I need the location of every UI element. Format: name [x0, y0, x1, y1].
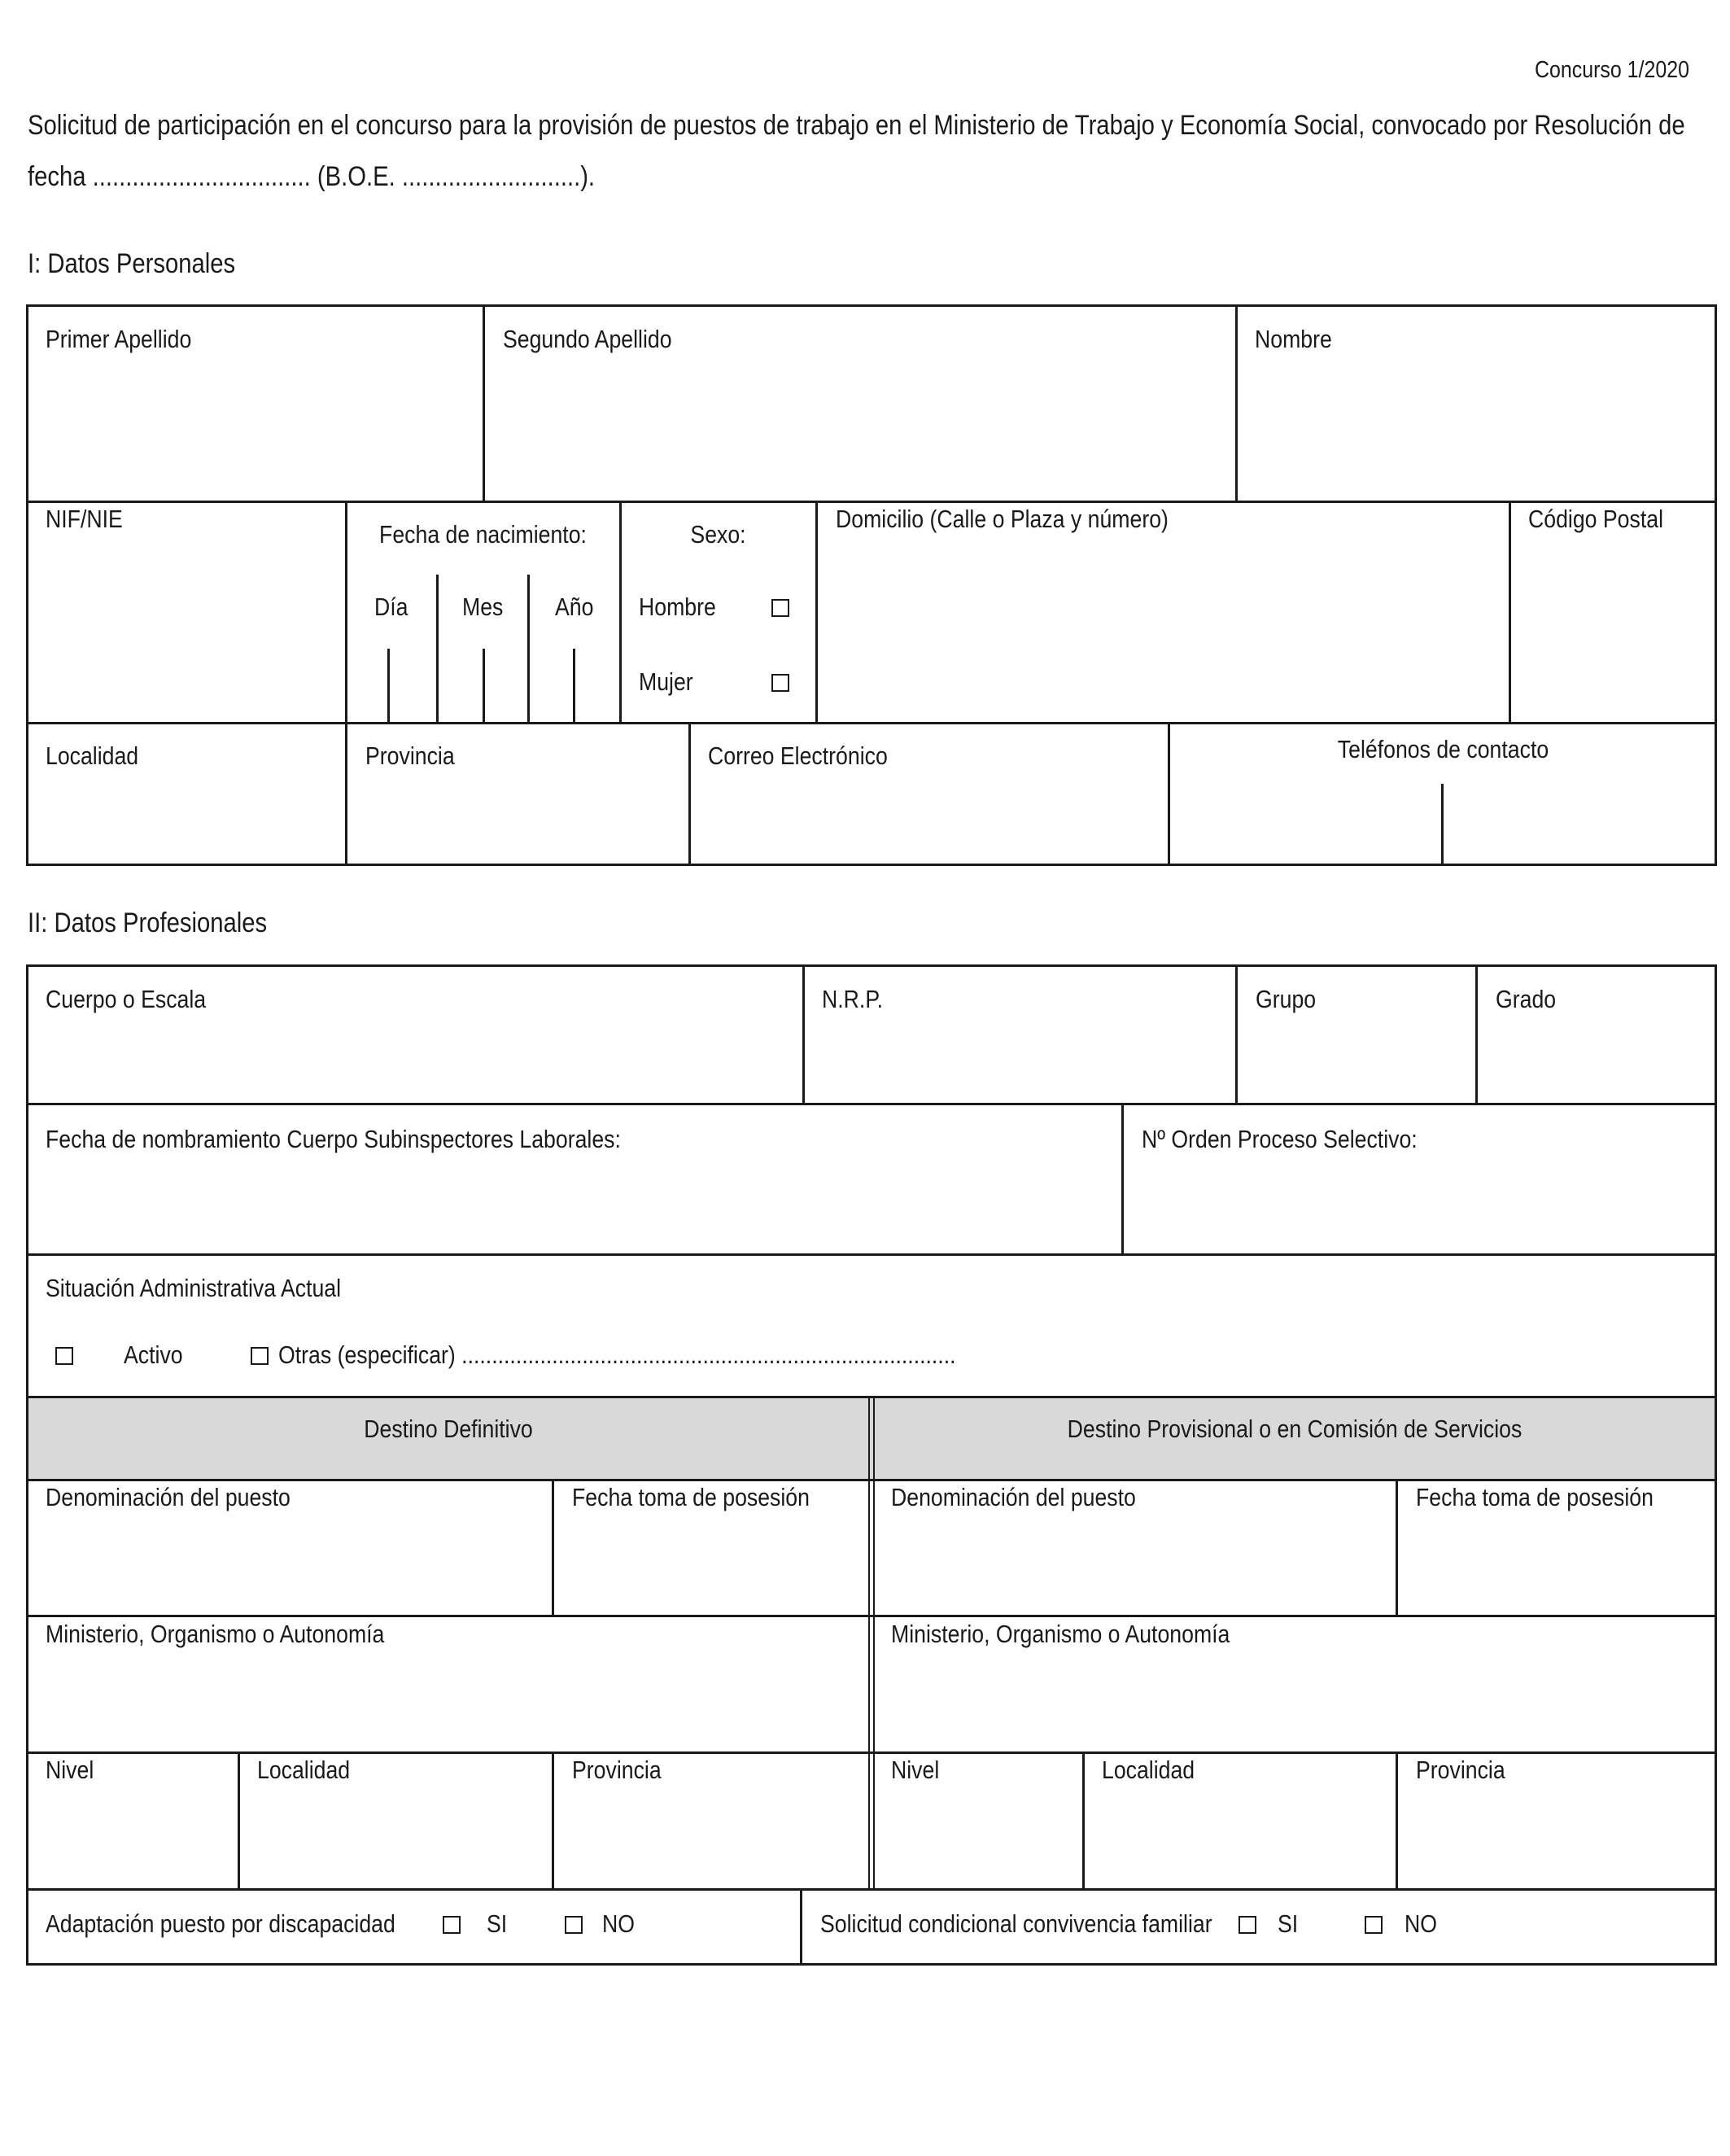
- col-divider: [1235, 964, 1238, 1104]
- prov-denominacion-field[interactable]: Denominación del puesto: [891, 1483, 1136, 1511]
- fecha-nacimiento-label: Fecha de nacimiento:: [379, 520, 587, 549]
- otras-checkbox[interactable]: [251, 1347, 269, 1365]
- col-divider: [815, 501, 818, 724]
- col-divider: [619, 501, 622, 724]
- condicional-no-label: NO: [1405, 1909, 1437, 1938]
- date-divider: [527, 575, 530, 724]
- condicional-no-checkbox[interactable]: [1365, 1916, 1383, 1934]
- col-divider: [238, 1751, 240, 1890]
- col-divider: [345, 501, 347, 724]
- destino-provisional-header: Destino Provisional o en Comisión de Servicios: [1067, 1415, 1522, 1443]
- def-provincia-field[interactable]: Provincia: [572, 1756, 662, 1784]
- mes-input-tick[interactable]: [483, 649, 485, 724]
- col-divider: [800, 1888, 802, 1966]
- segundo-apellido-field[interactable]: Segundo Apellido: [503, 325, 672, 353]
- section-professional-title: II: Datos Profesionales: [28, 907, 268, 938]
- orden-field[interactable]: Nº Orden Proceso Selectivo:: [1142, 1125, 1418, 1153]
- def-denominacion-field[interactable]: Denominación del puesto: [46, 1483, 291, 1511]
- nombre-field[interactable]: Nombre: [1255, 325, 1332, 353]
- center-divider: [868, 1396, 870, 1888]
- dia-input-tick[interactable]: [387, 649, 390, 724]
- row-divider: [26, 1888, 1717, 1891]
- def-nivel-field[interactable]: Nivel: [46, 1756, 94, 1784]
- prov-provincia-field[interactable]: Provincia: [1416, 1756, 1505, 1784]
- primer-apellido-field[interactable]: Primer Apellido: [46, 325, 192, 353]
- activo-checkbox[interactable]: [55, 1347, 73, 1365]
- adaptacion-no-label: NO: [602, 1909, 635, 1938]
- center-divider: [873, 1396, 875, 1888]
- adaptacion-si-label: SI: [487, 1909, 508, 1938]
- row-divider: [26, 1615, 1717, 1617]
- date-divider: [436, 575, 439, 724]
- row-divider: [26, 1396, 1717, 1398]
- prov-localidad-field[interactable]: Localidad: [1102, 1756, 1195, 1784]
- mujer-label: Mujer: [639, 667, 693, 696]
- adaptacion-label: Adaptación puesto por discapacidad: [46, 1909, 395, 1938]
- situacion-label: Situación Administrativa Actual: [46, 1274, 342, 1302]
- col-divider: [483, 304, 485, 502]
- prov-fecha-toma-field[interactable]: Fecha toma de posesión: [1416, 1483, 1654, 1511]
- col-divider: [1082, 1751, 1085, 1890]
- destino-definitivo-header: Destino Definitivo: [364, 1415, 533, 1443]
- col-divider: [345, 722, 347, 866]
- def-ministerio-field[interactable]: Ministerio, Organismo o Autonomía: [46, 1620, 385, 1648]
- col-divider: [802, 964, 805, 1104]
- col-divider: [552, 1751, 554, 1890]
- codigo-postal-field[interactable]: Código Postal: [1528, 505, 1663, 533]
- col-divider: [1475, 964, 1478, 1104]
- mujer-checkbox[interactable]: [771, 674, 789, 692]
- telefonos-divider: [1441, 784, 1444, 866]
- activo-label: Activo: [124, 1340, 183, 1369]
- personal-table-border: [26, 304, 1717, 866]
- nif-field[interactable]: NIF/NIE: [46, 505, 123, 533]
- telefonos-label: Teléfonos de contacto: [1337, 735, 1549, 763]
- domicilio-field[interactable]: Domicilio (Calle o Plaza y número): [836, 505, 1169, 533]
- col-divider: [1509, 501, 1511, 724]
- grado-field[interactable]: Grado: [1496, 985, 1557, 1013]
- sexo-label: Sexo:: [690, 520, 746, 549]
- intro-text-line1: Solicitud de participación en el concurso para la provisión de puestos de trabajo en el Ministerio de Trabajo y Economía Social, convocado por Resolución de: [28, 110, 1685, 141]
- col-divider: [552, 1479, 554, 1616]
- grupo-field[interactable]: Grupo: [1256, 985, 1317, 1013]
- provincia-field[interactable]: Provincia: [365, 741, 455, 770]
- row-divider: [26, 1479, 1717, 1481]
- cuerpo-field[interactable]: Cuerpo o Escala: [46, 985, 207, 1013]
- def-localidad-field[interactable]: Localidad: [257, 1756, 351, 1784]
- section-personal-title: I: Datos Personales: [28, 248, 236, 279]
- condicional-si-label: SI: [1278, 1909, 1299, 1938]
- col-divider: [688, 722, 691, 866]
- row-divider: [26, 722, 1717, 724]
- adaptacion-no-checkbox[interactable]: [565, 1916, 583, 1934]
- fecha-nombramiento-field[interactable]: Fecha de nombramiento Cuerpo Subinspectores Laborales:: [46, 1125, 621, 1153]
- col-divider: [1168, 722, 1170, 866]
- document-reference: Concurso 1/2020: [1535, 57, 1689, 83]
- hombre-checkbox[interactable]: [771, 599, 789, 617]
- ano-input-tick[interactable]: [573, 649, 575, 724]
- row-divider: [26, 1253, 1717, 1256]
- prov-nivel-field[interactable]: Nivel: [891, 1756, 940, 1784]
- adaptacion-si-checkbox[interactable]: [443, 1916, 461, 1934]
- col-divider: [1235, 304, 1238, 502]
- col-divider: [1396, 1479, 1398, 1616]
- intro-text-line2: fecha ................................. (B.O.E. ...........................).: [28, 161, 596, 192]
- prov-ministerio-field[interactable]: Ministerio, Organismo o Autonomía: [891, 1620, 1230, 1648]
- dia-label: Día: [374, 593, 408, 621]
- ano-label: Año: [555, 593, 594, 621]
- condicional-label: Solicitud condicional convivencia familiar: [820, 1909, 1212, 1938]
- mes-label: Mes: [462, 593, 504, 621]
- row-divider: [26, 1103, 1717, 1105]
- nrp-field[interactable]: N.R.P.: [822, 985, 884, 1013]
- def-fecha-toma-field[interactable]: Fecha toma de posesión: [572, 1483, 810, 1511]
- col-divider: [1396, 1751, 1398, 1890]
- localidad-field[interactable]: Localidad: [46, 741, 139, 770]
- condicional-si-checkbox[interactable]: [1239, 1916, 1256, 1934]
- row-divider: [26, 501, 1717, 503]
- otras-label[interactable]: Otras (especificar) ..................................................................................: [278, 1340, 956, 1369]
- row-divider: [26, 1751, 1717, 1754]
- col-divider: [1121, 1103, 1124, 1255]
- hombre-label: Hombre: [639, 593, 716, 621]
- correo-field[interactable]: Correo Electrónico: [708, 741, 888, 770]
